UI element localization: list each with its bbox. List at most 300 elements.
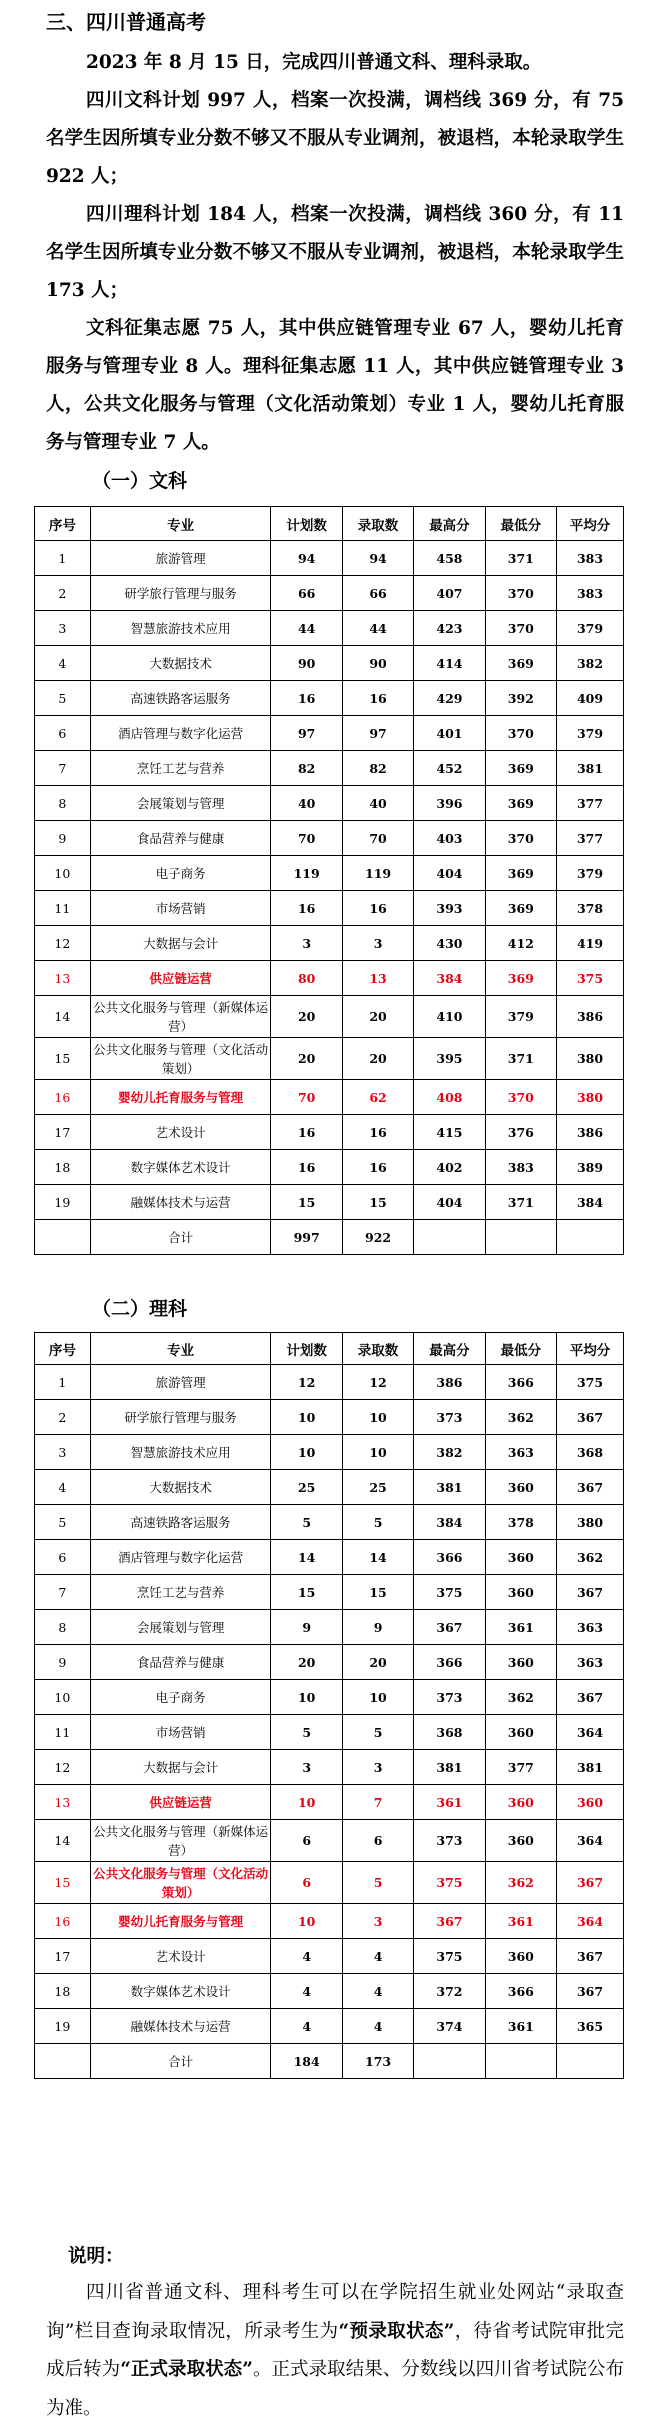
plan-count: 10: [271, 1785, 342, 1820]
col-header-no: 序号: [35, 1333, 91, 1365]
admit-count: 97: [342, 716, 413, 751]
total-empty-cell: [485, 1220, 556, 1255]
major-name: 公共文化服务与管理（文化活动策划）: [90, 1038, 271, 1080]
max-score: 367: [414, 1610, 485, 1645]
table-row: [35, 1715, 624, 1750]
plan-count: 16: [271, 681, 342, 716]
max-score: 373: [414, 1820, 485, 1862]
avg-score: 367: [557, 1575, 624, 1610]
max-score: 384: [414, 1505, 485, 1540]
max-score: 366: [414, 1540, 485, 1575]
min-score: 369: [485, 751, 556, 786]
admit-count: 5: [342, 1715, 413, 1750]
major-name: 酒店管理与数字化运营: [90, 1540, 271, 1575]
major-name: 会展策划与管理: [90, 1610, 271, 1645]
plan-count: 20: [271, 996, 342, 1038]
plan-count: 5: [271, 1715, 342, 1750]
min-score: 378: [485, 1505, 556, 1540]
major-name: 公共文化服务与管理（新媒体运营）: [90, 996, 271, 1038]
major-name: 食品营养与健康: [90, 821, 271, 856]
col-header-no: 序号: [35, 507, 91, 541]
table-row: [35, 611, 624, 646]
avg-score: 380: [557, 1080, 624, 1115]
note-paragraph: [46, 2274, 624, 2428]
row-number: 18: [35, 1974, 91, 2009]
row-number: 4: [35, 646, 91, 681]
table-row: [35, 1680, 624, 1715]
min-score: 363: [485, 1435, 556, 1470]
table-row: [35, 1038, 624, 1080]
supplement-paragraph: 文科征集志愿 75 人，其中供应链管理专业 67 人，婴幼儿托育服务与管理专业 8 人。理科征集志愿 11 人，其中供应链管理专业 3 人，公共文化服务与管理（文化活动策划）专业 1 人，婴幼儿托育服务与管理专业 7 人。: [46, 318, 624, 453]
col-header-major: 专业: [90, 507, 271, 541]
table-row: [35, 1435, 624, 1470]
max-score: 373: [414, 1400, 485, 1435]
major-name: 大数据技术: [90, 1470, 271, 1505]
min-score: 369: [485, 856, 556, 891]
avg-score: 362: [557, 1540, 624, 1575]
table-row: [35, 1400, 624, 1435]
avg-score: 364: [557, 1820, 624, 1862]
min-score: 362: [485, 1400, 556, 1435]
avg-score: 381: [557, 1750, 624, 1785]
min-score: 360: [485, 1820, 556, 1862]
plan-count: 44: [271, 611, 342, 646]
major-name: 电子商务: [90, 856, 271, 891]
avg-score: 386: [557, 1115, 624, 1150]
admit-count: 90: [342, 646, 413, 681]
table-row: [35, 1750, 624, 1785]
avg-score: 389: [557, 1150, 624, 1185]
admit-count: 44: [342, 611, 413, 646]
plan-count: 15: [271, 1575, 342, 1610]
plan-count: 4: [271, 1974, 342, 2009]
max-score: 395: [414, 1038, 485, 1080]
admit-count: 25: [342, 1470, 413, 1505]
admit-count: 62: [342, 1080, 413, 1115]
plan-count: 70: [271, 821, 342, 856]
admit-count: 14: [342, 1540, 413, 1575]
major-name: 高速铁路客运服务: [90, 1505, 271, 1540]
wenke-heading: （一）文科: [92, 470, 188, 492]
major-name: 市场营销: [90, 1715, 271, 1750]
table-row: [35, 1820, 624, 1862]
max-score: 375: [414, 1939, 485, 1974]
row-number: 19: [35, 1185, 91, 1220]
avg-score: 380: [557, 1505, 624, 1540]
major-name: 大数据与会计: [90, 926, 271, 961]
major-name: 供应链运营: [90, 961, 271, 996]
plan-count: 20: [271, 1645, 342, 1680]
max-score: 366: [414, 1645, 485, 1680]
avg-score: 375: [557, 961, 624, 996]
col-header-min: 最低分: [485, 507, 556, 541]
row-number: 1: [35, 1365, 91, 1400]
max-score: 415: [414, 1115, 485, 1150]
admit-count: 9: [342, 1610, 413, 1645]
row-number: 5: [35, 1505, 91, 1540]
admit-count: 10: [342, 1435, 413, 1470]
total-empty-cell: [485, 2044, 556, 2079]
major-name: 电子商务: [90, 1680, 271, 1715]
plan-count: 6: [271, 1820, 342, 1862]
row-number: 19: [35, 2009, 91, 2044]
table-row: [35, 1150, 624, 1185]
max-score: 407: [414, 576, 485, 611]
major-name: 旅游管理: [90, 1365, 271, 1400]
major-name: 婴幼儿托育服务与管理: [90, 1080, 271, 1115]
table-row: [35, 1365, 624, 1400]
min-score: 383: [485, 1150, 556, 1185]
total-admit-count: 173: [342, 2044, 413, 2079]
major-name: 供应链运营: [90, 1785, 271, 1820]
max-score: 458: [414, 541, 485, 576]
min-score: 360: [485, 1715, 556, 1750]
table-row: [35, 996, 624, 1038]
table-row: [35, 1610, 624, 1645]
major-name: 数字媒体艺术设计: [90, 1150, 271, 1185]
table-header-row: [35, 507, 624, 541]
min-score: 377: [485, 1750, 556, 1785]
min-score: 362: [485, 1862, 556, 1904]
avg-score: 368: [557, 1435, 624, 1470]
plan-count: 10: [271, 1435, 342, 1470]
row-number: 15: [35, 1862, 91, 1904]
plan-count: 80: [271, 961, 342, 996]
plan-count: 97: [271, 716, 342, 751]
max-score: 396: [414, 786, 485, 821]
avg-score: 367: [557, 1974, 624, 2009]
major-name: 婴幼儿托育服务与管理: [90, 1904, 271, 1939]
max-score: 408: [414, 1080, 485, 1115]
row-number: 5: [35, 681, 91, 716]
max-score: 381: [414, 1470, 485, 1505]
plan-count: 9: [271, 1610, 342, 1645]
max-score: 384: [414, 961, 485, 996]
table-row: [35, 2009, 624, 2044]
avg-score: 381: [557, 751, 624, 786]
table-row: [35, 681, 624, 716]
plan-count: 66: [271, 576, 342, 611]
row-number: 12: [35, 1750, 91, 1785]
major-name: 会展策划与管理: [90, 786, 271, 821]
total-label: 合计: [90, 2044, 271, 2079]
major-name: 数字媒体艺术设计: [90, 1974, 271, 2009]
major-name: 融媒体技术与运营: [90, 1185, 271, 1220]
major-name: 公共文化服务与管理（文化活动策划）: [90, 1862, 271, 1904]
table-row: [35, 576, 624, 611]
min-score: 369: [485, 786, 556, 821]
admit-count: 15: [342, 1575, 413, 1610]
admit-count: 16: [342, 681, 413, 716]
plan-count: 94: [271, 541, 342, 576]
table-row: [35, 786, 624, 821]
total-empty-cell: [557, 1220, 624, 1255]
like-heading: （二）理科: [92, 1298, 188, 1320]
max-score: 404: [414, 856, 485, 891]
admit-count: 20: [342, 996, 413, 1038]
min-score: 366: [485, 1974, 556, 2009]
avg-score: 375: [557, 1365, 624, 1400]
max-score: 410: [414, 996, 485, 1038]
note-bold-1: “预录取状态”: [338, 2320, 455, 2342]
col-header-admit: 录取数: [342, 1333, 413, 1365]
major-name: 烹饪工艺与营养: [90, 751, 271, 786]
min-score: 360: [485, 1470, 556, 1505]
table-row: [35, 1575, 624, 1610]
min-score: 392: [485, 681, 556, 716]
min-score: 361: [485, 1610, 556, 1645]
min-score: 360: [485, 1575, 556, 1610]
major-name: 研学旅行管理与服务: [90, 1400, 271, 1435]
max-score: 401: [414, 716, 485, 751]
row-number: 10: [35, 856, 91, 891]
min-score: 370: [485, 821, 556, 856]
table-row: [35, 1645, 624, 1680]
plan-count: 4: [271, 2009, 342, 2044]
row-number: 12: [35, 926, 91, 961]
row-number: 4: [35, 1470, 91, 1505]
table-row: [35, 1505, 624, 1540]
max-score: 403: [414, 821, 485, 856]
table-row: [35, 1974, 624, 2009]
total-empty-cell: [414, 2044, 485, 2079]
max-score: 381: [414, 1750, 485, 1785]
row-number: 10: [35, 1680, 91, 1715]
row-number: 3: [35, 1435, 91, 1470]
avg-score: 367: [557, 1939, 624, 1974]
col-header-avg: 平均分: [557, 507, 624, 541]
admit-count: 5: [342, 1862, 413, 1904]
plan-count: 10: [271, 1400, 342, 1435]
plan-count: 40: [271, 786, 342, 821]
row-number: 11: [35, 891, 91, 926]
avg-score: 377: [557, 786, 624, 821]
major-name: 研学旅行管理与服务: [90, 576, 271, 611]
admit-count: 15: [342, 1185, 413, 1220]
row-number: 14: [35, 996, 91, 1038]
major-name: 艺术设计: [90, 1115, 271, 1150]
col-header-max: 最高分: [414, 507, 485, 541]
intro-paragraph: 2023 年 8 月 15 日，完成四川普通文科、理科录取。: [86, 52, 542, 73]
table-total-row: [35, 1220, 624, 1255]
note-text-2: ，待省考试院审批完成后转为: [46, 2320, 624, 2380]
plan-count: 3: [271, 926, 342, 961]
row-number: 6: [35, 716, 91, 751]
total-label: 合计: [90, 1220, 271, 1255]
avg-score: 365: [557, 2009, 624, 2044]
plan-count: 20: [271, 1038, 342, 1080]
min-score: 369: [485, 646, 556, 681]
min-score: 370: [485, 1080, 556, 1115]
avg-score: 367: [557, 1862, 624, 1904]
avg-score: 383: [557, 576, 624, 611]
avg-score: 382: [557, 646, 624, 681]
min-score: 361: [485, 1904, 556, 1939]
total-empty-cell: [414, 1220, 485, 1255]
row-number: 8: [35, 1610, 91, 1645]
avg-score: 367: [557, 1680, 624, 1715]
admit-count: 3: [342, 1904, 413, 1939]
total-plan-count: 997: [271, 1220, 342, 1255]
section-title: 三、四川普通高考: [46, 10, 206, 34]
table-header-row: [35, 1333, 624, 1365]
plan-count: 4: [271, 1939, 342, 1974]
total-plan-count: 184: [271, 2044, 342, 2079]
avg-score: 384: [557, 1185, 624, 1220]
min-score: 412: [485, 926, 556, 961]
admit-count: 66: [342, 576, 413, 611]
admit-count: 20: [342, 1038, 413, 1080]
row-number: 17: [35, 1115, 91, 1150]
admit-count: 7: [342, 1785, 413, 1820]
table-row: [35, 541, 624, 576]
max-score: 430: [414, 926, 485, 961]
row-number: 16: [35, 1904, 91, 1939]
avg-score: 363: [557, 1645, 624, 1680]
admit-count: 94: [342, 541, 413, 576]
plan-count: 3: [271, 1750, 342, 1785]
admit-count: 119: [342, 856, 413, 891]
row-number: 18: [35, 1150, 91, 1185]
avg-score: 379: [557, 856, 624, 891]
major-name: 旅游管理: [90, 541, 271, 576]
table-row: [35, 716, 624, 751]
col-header-min: 最低分: [485, 1333, 556, 1365]
row-number: 1: [35, 541, 91, 576]
max-score: 414: [414, 646, 485, 681]
major-name: 高速铁路客运服务: [90, 681, 271, 716]
min-score: 370: [485, 576, 556, 611]
max-score: 382: [414, 1435, 485, 1470]
major-name: 大数据与会计: [90, 1750, 271, 1785]
row-number: 17: [35, 1939, 91, 1974]
min-score: 361: [485, 2009, 556, 2044]
table-row: [35, 1904, 624, 1939]
max-score: 402: [414, 1150, 485, 1185]
max-score: 393: [414, 891, 485, 926]
min-score: 366: [485, 1365, 556, 1400]
row-number: 2: [35, 576, 91, 611]
table-row: [35, 1862, 624, 1904]
wenke-score-table: [34, 506, 624, 1255]
row-number: 13: [35, 1785, 91, 1820]
plan-count: 25: [271, 1470, 342, 1505]
like-summary-paragraph: 四川理科计划 184 人，档案一次投满，调档线 360 分，有 11 名学生因所填专业分数不够又不服从专业调剂，被退档，本轮录取学生 173 人；: [46, 204, 624, 301]
total-admit-count: 922: [342, 1220, 413, 1255]
plan-count: 12: [271, 1365, 342, 1400]
table-row: [35, 646, 624, 681]
min-score: 379: [485, 996, 556, 1038]
min-score: 376: [485, 1115, 556, 1150]
row-number: 9: [35, 1645, 91, 1680]
col-header-admit: 录取数: [342, 507, 413, 541]
major-name: 融媒体技术与运营: [90, 2009, 271, 2044]
admit-count: 70: [342, 821, 413, 856]
major-name: 市场营销: [90, 891, 271, 926]
major-name: 公共文化服务与管理（新媒体运营）: [90, 1820, 271, 1862]
min-score: 360: [485, 1540, 556, 1575]
row-number: 13: [35, 961, 91, 996]
admit-count: 6: [342, 1820, 413, 1862]
avg-score: 377: [557, 821, 624, 856]
table-row: [35, 1080, 624, 1115]
total-empty-cell: [35, 2044, 91, 2079]
admit-count: 10: [342, 1400, 413, 1435]
min-score: 370: [485, 611, 556, 646]
major-name: 大数据技术: [90, 646, 271, 681]
min-score: 362: [485, 1680, 556, 1715]
max-score: 375: [414, 1575, 485, 1610]
plan-count: 14: [271, 1540, 342, 1575]
admit-count: 3: [342, 926, 413, 961]
plan-count: 119: [271, 856, 342, 891]
min-score: 371: [485, 1185, 556, 1220]
min-score: 360: [485, 1645, 556, 1680]
max-score: 374: [414, 2009, 485, 2044]
min-score: 360: [485, 1939, 556, 1974]
table-row: [35, 1185, 624, 1220]
admit-count: 5: [342, 1505, 413, 1540]
max-score: 367: [414, 1904, 485, 1939]
table-row: [35, 821, 624, 856]
table-row: [35, 1939, 624, 1974]
admit-count: 10: [342, 1680, 413, 1715]
row-number: 7: [35, 751, 91, 786]
admit-count: 40: [342, 786, 413, 821]
max-score: 404: [414, 1185, 485, 1220]
table-row: [35, 1115, 624, 1150]
table-row: [35, 891, 624, 926]
col-header-plan: 计划数: [271, 507, 342, 541]
min-score: 370: [485, 716, 556, 751]
admit-count: 12: [342, 1365, 413, 1400]
table-row: [35, 856, 624, 891]
col-header-avg: 平均分: [557, 1333, 624, 1365]
avg-score: 360: [557, 1785, 624, 1820]
min-score: 369: [485, 891, 556, 926]
total-empty-cell: [35, 1220, 91, 1255]
note-title: 说明：: [68, 2246, 124, 2267]
avg-score: 367: [557, 1470, 624, 1505]
admit-count: 16: [342, 1150, 413, 1185]
avg-score: 364: [557, 1904, 624, 1939]
admit-count: 20: [342, 1645, 413, 1680]
table-row: [35, 1785, 624, 1820]
major-name: 艺术设计: [90, 1939, 271, 1974]
max-score: 372: [414, 1974, 485, 2009]
admit-count: 4: [342, 1939, 413, 1974]
col-header-max: 最高分: [414, 1333, 485, 1365]
avg-score: 380: [557, 1038, 624, 1080]
note-text-3: 。正式录取结果、分数线以四川省考试院公布为准。: [46, 2359, 624, 2419]
table-row: [35, 961, 624, 996]
avg-score: 419: [557, 926, 624, 961]
avg-score: 364: [557, 1715, 624, 1750]
table-row: [35, 926, 624, 961]
min-score: 360: [485, 1785, 556, 1820]
avg-score: 383: [557, 541, 624, 576]
row-number: 8: [35, 786, 91, 821]
max-score: 361: [414, 1785, 485, 1820]
col-header-major: 专业: [90, 1333, 271, 1365]
row-number: 15: [35, 1038, 91, 1080]
major-name: 智慧旅游技术应用: [90, 611, 271, 646]
max-score: 429: [414, 681, 485, 716]
avg-score: 386: [557, 996, 624, 1038]
max-score: 386: [414, 1365, 485, 1400]
like-score-table: [34, 1332, 624, 2079]
plan-count: 82: [271, 751, 342, 786]
